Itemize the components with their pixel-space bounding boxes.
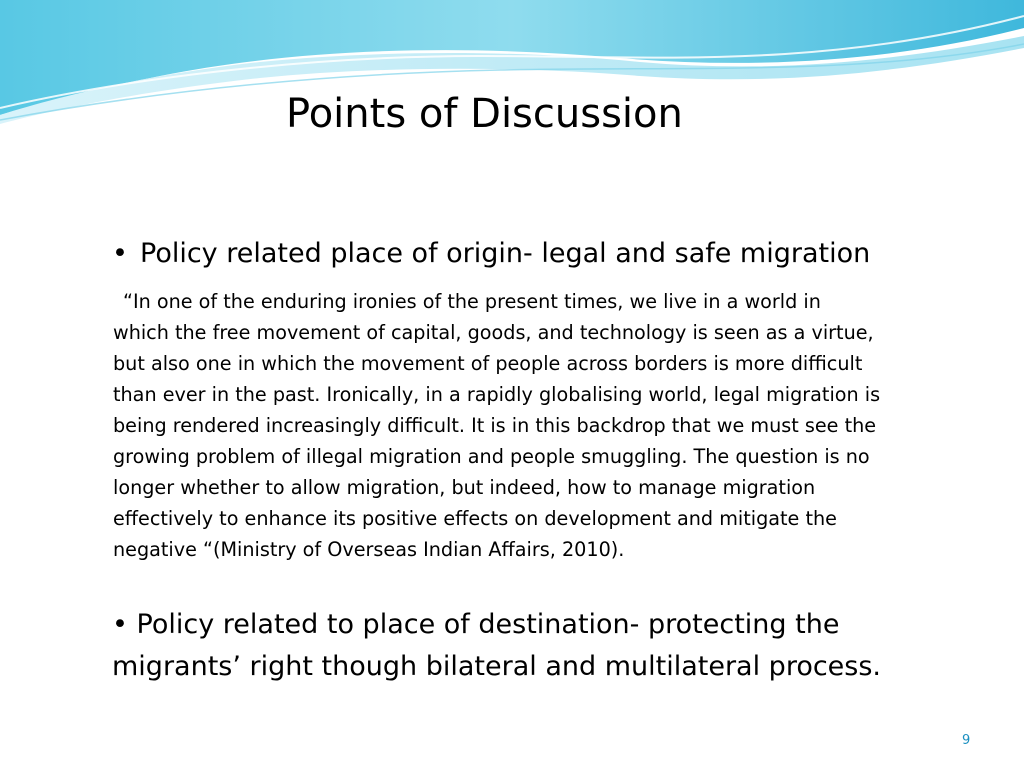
quote-line: “In one of the enduring ironies of the present times, we live in a world in [123,290,821,313]
quote-line: being rendered increasingly difficult. It is in this backdrop that we must see the [113,414,877,437]
bullet-marker: • [112,609,128,640]
bullet-line [112,604,952,646]
quote-line: effectively to enhance its positive effects on development and mitigate the [113,507,837,530]
bullet-text: Policy related to place of destination- protecting the [136,609,840,640]
quote-line: which the free movement of capital, goods, and technology is seen as a virtue, [113,321,874,344]
quote-paragraph [113,286,943,565]
bullet-item-destination-policy [112,604,952,688]
quote-line: but also one in which the movement of people across borders is more difficult [113,352,863,375]
slide-title: Points of Discussion [286,91,683,137]
quote-line: longer whether to allow migration, but indeed, how to manage migration [113,476,816,499]
page-number: 9 [962,733,971,748]
quote-line: negative “(Ministry of Overseas Indian Affairs, 2010). [113,538,625,561]
bullet-text: Policy related place of origin- legal and safe migration [140,238,871,269]
bullet-line: migrants’ right though bilateral and multilateral process. [112,651,882,682]
quote-line: than ever in the past. Ironically, in a rapidly globalising world, legal migration is [113,383,881,406]
bullet-item-origin-policy [112,236,870,272]
quote-line: growing problem of illegal migration and people smuggling. The question is no [113,445,870,468]
bullet-marker: • [112,238,128,269]
